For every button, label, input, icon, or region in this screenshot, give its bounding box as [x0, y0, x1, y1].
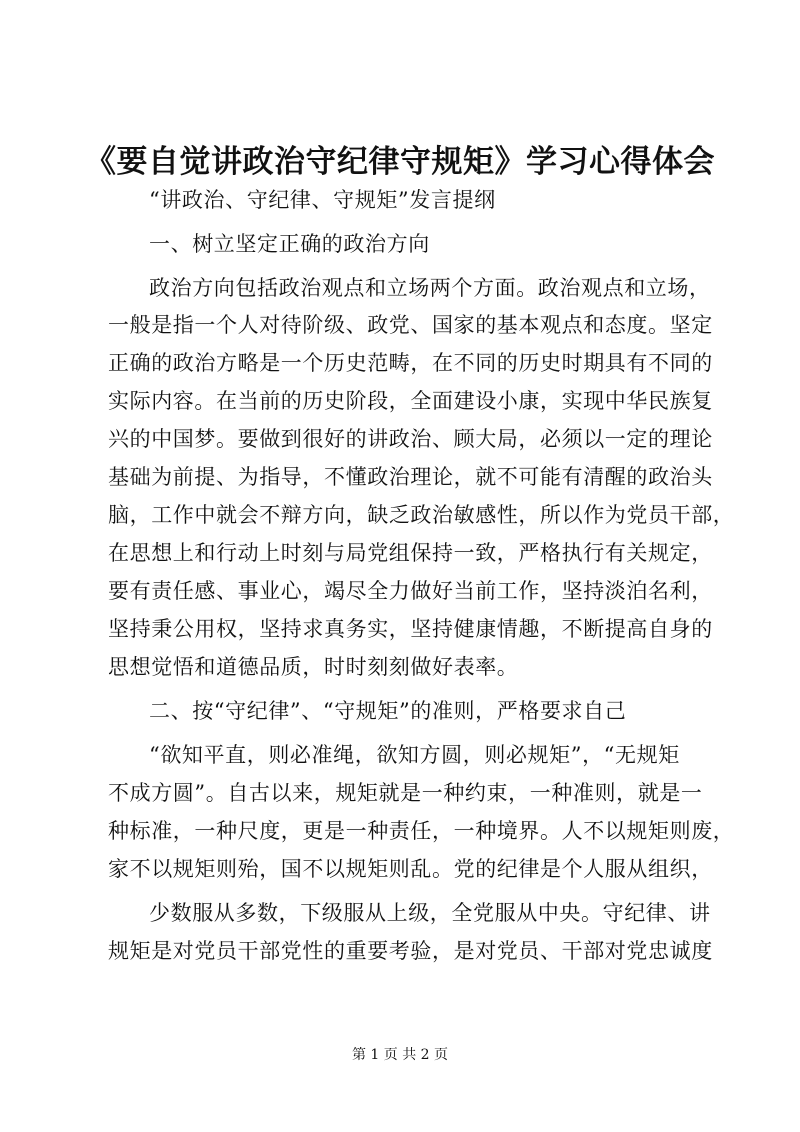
paragraph-line: 在思想上和行动上时刻与局党组保持一致，严格执行有关规定， [108, 541, 713, 565]
paragraph-line: 实际内容。在当前的历史阶段，全面建设小康，实现中华民族复 [108, 389, 713, 413]
paragraph-line: 不成方圆”。自古以来，规矩就是一种约束，一种准则，就是一 [108, 781, 703, 805]
paragraph-line: 规矩是对党员干部党性的重要考验，是对党员、干部对党忠诚度 [108, 939, 713, 963]
document-title: 《要自觉讲政治守纪律守规矩》学习心得体会 [85, 144, 715, 180]
section-heading-2: 二、按“守纪律”、“守规矩”的准则，严格要求自己 [149, 699, 627, 723]
paragraph-line: 正确的政治方略是一个历史范畴，在不同的历史时期具有不同的 [108, 351, 713, 375]
paragraph-line: 脑，工作中就会不辩方向，缺乏政治敏感性，所以作为党员干部， [108, 503, 735, 527]
paragraph-line: 家不以规矩则殆，国不以规矩则乱。党的纪律是个人服从组织， [108, 857, 713, 881]
paragraph-line: 坚持秉公用权，坚持求真务实，坚持健康情趣，不断提高自身的 [108, 617, 713, 641]
paragraph-line: 思想觉悟和道德品质，时时刻刻做好表率。 [108, 655, 519, 679]
paragraph-line: 少数服从多数，下级服从上级，全党服从中央。守纪律、讲 [149, 901, 711, 925]
paragraph-line: 一般是指一个人对待阶级、政党、国家的基本观点和态度。坚定 [108, 313, 713, 337]
paragraph-line: 基础为前提、为指导，不懂政治理论，就不可能有清醒的政治头 [108, 465, 713, 489]
paragraph-line: 兴的中国梦。要做到很好的讲政治、顾大局，必须以一定的理论 [108, 427, 713, 451]
paragraph-line: 种标准，一种尺度，更是一种责任，一种境界。人不以规矩则废， [108, 819, 735, 843]
paragraph-line: 政治方向包括政治观点和立场两个方面。政治观点和立场， [149, 276, 711, 300]
section-heading-1: 一、树立坚定正确的政治方向 [149, 232, 430, 256]
subtitle-line: “讲政治、守纪律、守规矩”发言提纲 [149, 188, 496, 212]
paragraph-line: 要有责任感、事业心，竭尽全力做好当前工作，坚持淡泊名利， [108, 579, 713, 603]
paragraph-line: “欲知平直，则必准绳，欲知方圆，则必规矩”，“无规矩 [149, 743, 680, 767]
page-footer: 第 1 页 共 2 页 [351, 1047, 449, 1063]
